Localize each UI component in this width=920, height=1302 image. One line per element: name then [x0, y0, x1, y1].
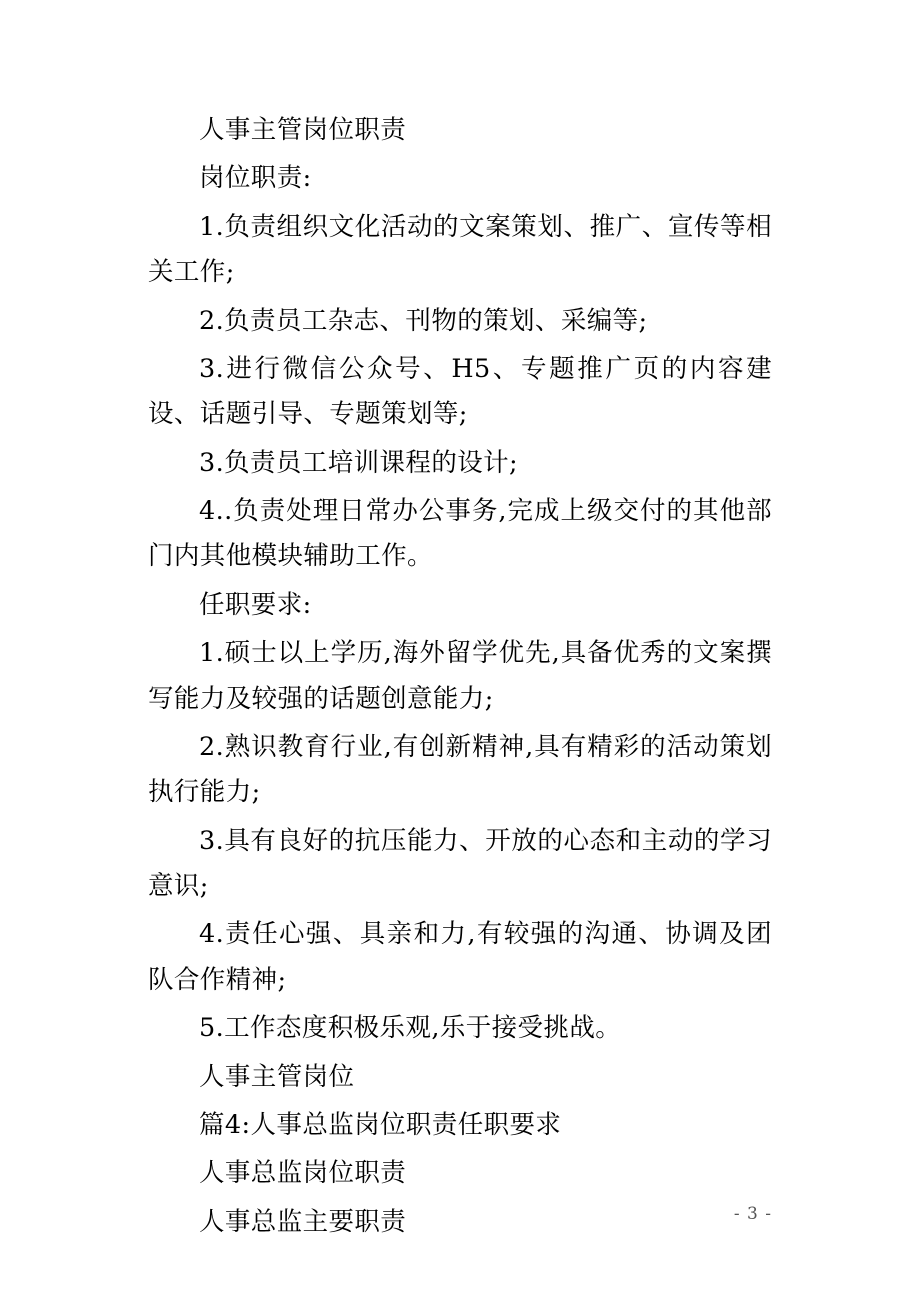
- paragraph-duties-heading: 岗位职责:: [199, 163, 312, 194]
- paragraph-hr-director-main-duties: 人事总监主要职责: [199, 1206, 407, 1237]
- paragraph-requirement-4: 4.责任心强、具亲和力,有较强的沟通、协调及团队合作精神;: [148, 919, 772, 995]
- paragraph-hr-director-duties: 人事总监岗位职责: [199, 1158, 407, 1189]
- paragraph-title: 人事主管岗位职责: [199, 115, 407, 145]
- paragraph-duty-3: 3.进行微信公众号、H5、专题推广页的内容建设、话题引导、专题策划等;: [148, 353, 772, 430]
- paragraph-requirement-3: 3.具有良好的抗压能力、开放的心态和主动的学习意识;: [148, 825, 772, 901]
- page-number: - 3 -: [733, 1204, 772, 1224]
- paragraph-duty-1: 1.负责组织文化活动的文案策划、推广、宣传等相关工作;: [148, 211, 772, 288]
- paragraph-requirement-1: 1.硕士以上学历,海外留学优先,具备优秀的文案撰写能力及较强的话题创意能力;: [148, 638, 772, 714]
- paragraph-chapter-4-heading: 篇4:人事总监岗位职责任职要求: [199, 1109, 562, 1140]
- document-body: [148, 108, 772, 1245]
- paragraph-requirements-heading: 任职要求:: [199, 589, 312, 620]
- paragraph-duty-3b: 3.负责员工培训课程的设计;: [199, 447, 519, 478]
- paragraph-duty-2: 2.负责员工杂志、刊物的策划、采编等;: [199, 305, 648, 336]
- paragraph-section-end: 人事主管岗位: [199, 1061, 355, 1092]
- paragraph-requirement-2: 2.熟识教育行业,有创新精神,具有精彩的活动策划执行能力;: [148, 731, 772, 808]
- paragraph-requirement-5: 5.工作态度积极乐观,乐于接受挑战。: [199, 1013, 622, 1044]
- paragraph-duty-4: 4..负责处理日常办公事务,完成上级交付的其他部门内其他模块辅助工作。: [148, 496, 772, 572]
